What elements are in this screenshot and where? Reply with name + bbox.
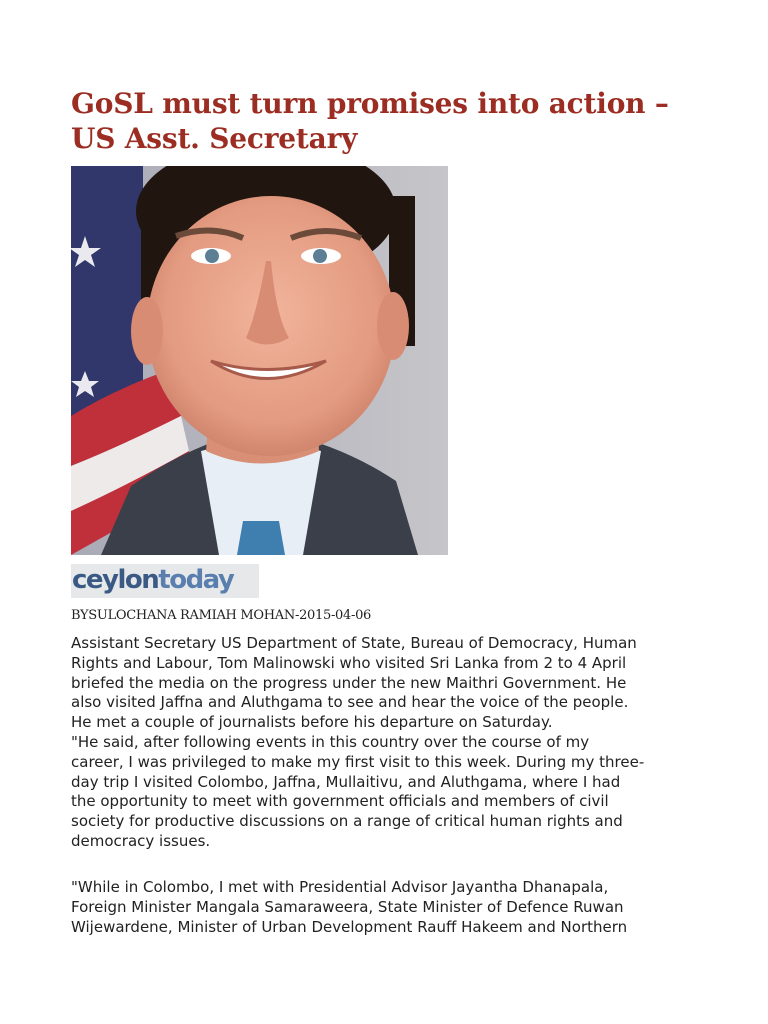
paragraph-line: democracy issues. [71, 831, 211, 850]
paragraph-line: Assistant Secretary US Department of State, Bureau of Democracy, Human [71, 634, 637, 652]
article-photo [71, 166, 448, 555]
logo-part-today: today [158, 565, 234, 595]
article-headline [71, 86, 731, 156]
ceylon-today-logo [71, 564, 259, 598]
paragraph-line: Foreign Minister Mangala Samaraweera, State Minister of Defence Ruwan [71, 897, 624, 916]
paragraph-3 [71, 878, 699, 937]
paragraph-line: society for productive discussions on a range of critical human rights and [71, 812, 623, 831]
paragraph-line: the opportunity to meet with government officials and members of civil [71, 792, 609, 811]
paragraph-line: He met a couple of journalists before his departure on Saturday. [71, 713, 553, 732]
paragraph-line: "He said, after following events in this country over the course of my [71, 733, 590, 751]
paragraph-2 [71, 733, 699, 852]
headline-line-1: GoSL must turn promises into action – [71, 87, 669, 120]
paragraph-line: also visited Jaffna and Aluthgama to see and hear the voice of the people. [71, 693, 629, 712]
paragraph-line: briefed the media on the progress under the new Maithri Government. He [71, 673, 627, 692]
paragraph-line: career, I was privileged to make my first visit to this week. During my three- [71, 752, 645, 771]
paragraph-line: Rights and Labour, Tom Malinowski who visited Sri Lanka from 2 to 4 April [71, 653, 627, 672]
headline-line-2: US Asst. Secretary [71, 122, 358, 155]
paragraph-1 [71, 634, 699, 733]
logo-part-ceylon: ceylon [72, 565, 159, 595]
paragraph-line: "While in Colombo, I met with Presidential Advisor Jayantha Dhanapala, [71, 878, 609, 896]
paragraph-line: day trip I visited Colombo, Jaffna, Mullaitivu, and Aluthgama, where I had [71, 772, 621, 791]
article-byline: BYSULOCHANA RAMIAH MOHAN-2015-04-06 [71, 608, 372, 623]
paragraph-line: Wijewardene, Minister of Urban Development Rauff Hakeem and Northern [71, 917, 628, 936]
